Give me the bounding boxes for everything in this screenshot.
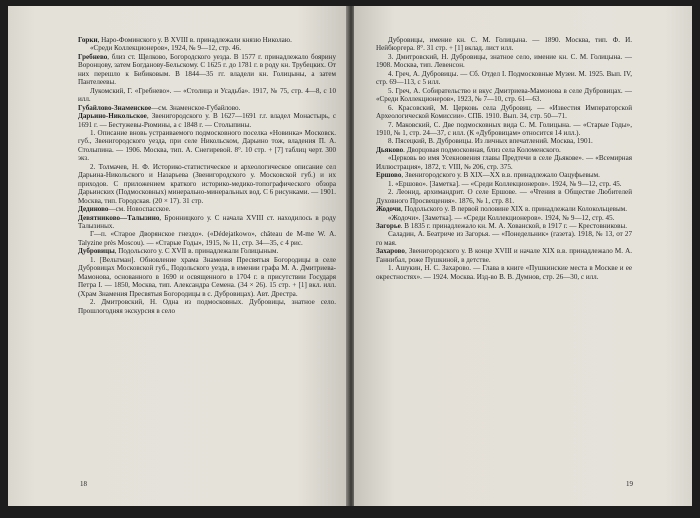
entry-text: . В 1835 г. принадлежало кн. М. А. Хованской, в 1917 г. — Крестовниковы. <box>400 221 627 230</box>
entry-heading: Дединово <box>78 205 109 214</box>
entry-heading: Загорье <box>376 221 401 230</box>
entry-paragraph <box>376 36 632 53</box>
entry-text: Лукомский, Г. «Гребнево». — «Столица и Усадьба». 1917, № 75, стр. 4—8, с 10 илл. <box>78 86 336 104</box>
entry-text: Саладин, А. Беатриче из Загорья. — «Понедельник» (газета). 1918, № 13, от 27 го мая. <box>376 230 632 247</box>
entry-paragraph <box>376 230 632 247</box>
entry-heading: Дубровицы <box>78 247 115 256</box>
entry-paragraph <box>78 214 336 231</box>
entry-paragraph <box>376 180 632 188</box>
entry-text: 8. Пясецкий, В. Дубровицы. Из личных впечатлений. Москва, 1901. <box>388 137 593 146</box>
entry-paragraph <box>376 188 632 205</box>
entry-text: , Звенигородского у. В XIX—XX в.в. принадлежало Оацуфьевым. <box>401 171 600 180</box>
entry-paragraph <box>78 205 336 213</box>
entry-text: 3. Дмитровский, Н. Дубровицы, знатное село, имение кн. С. М. Голицына. — 1908. Москва, тип. Левенсон. <box>376 52 632 70</box>
entry-paragraph <box>78 247 336 255</box>
entry-paragraph <box>376 222 632 230</box>
entry-paragraph <box>376 205 632 213</box>
entry-text: , Подольского у. В первой половине XIX в. принадлежали Колокольцевым. <box>400 205 627 214</box>
entry-paragraph <box>376 264 632 281</box>
entry-paragraph <box>78 112 336 129</box>
entry-text: 5. Греч, А. Собирательство и вкус Дмитриева-Мамонова в селе Дубровицах. — «Среди Коллекционеров», 1923, № 7—10, стр. 61—63. <box>376 86 632 104</box>
entry-paragraph <box>78 256 336 298</box>
book-spread <box>8 6 692 512</box>
entry-text: —см. Новоспасское. <box>108 205 171 214</box>
entry-paragraph <box>78 163 336 205</box>
entry-paragraph <box>78 104 336 112</box>
entry-paragraph <box>376 146 632 154</box>
entry-text: Г—п. «Старое Дворянское гнездо». («Dédejatkowo», château de M-me W. A. Talyzine près Moscou). — «Старые Годы», 1915, № 11, стр. 34—35, с 4 рис. <box>78 230 336 247</box>
entry-heading: Губайлово-Знаменское <box>78 103 152 112</box>
entry-paragraph <box>78 36 336 44</box>
entry-paragraph <box>78 298 336 315</box>
entry-heading: Захарово <box>376 247 405 256</box>
entry-text: , Бронницкого у. С начала XVIII ст. находилось в роду Талызиных. <box>78 213 336 230</box>
entry-heading: Девятниково—Талызино <box>78 213 160 222</box>
entry-heading: Дьяково <box>376 145 404 154</box>
entry-text: 1. «Ершово». [Заметка]. — «Среди Коллекционеров». 1924, № 9—12, стр. 45. <box>388 179 622 188</box>
entry-text: . Дворцовая подмосковная, близ села Коломенского. <box>403 145 561 154</box>
entry-text: 2. Леонид, архимандрит. О селе Ершове. — «Чтения в Обществе Любителей Духовного Просвещения». 1876, № 1, стр. 81. <box>376 188 632 205</box>
entry-paragraph <box>376 70 632 87</box>
left-page-number: 18 <box>80 480 87 488</box>
entry-text: , Звенигородского у. В конце XVIII и начале XIX в.в. принадлежало М. А. Ганнибал, роже Пушкиной, в детстве. <box>376 247 632 264</box>
entry-text: «Жодочи». [Заметка]. — «Среди Коллекционеров». 1924, № 9—12, стр. 45. <box>388 213 615 222</box>
entry-heading: Ершово <box>376 171 402 180</box>
entry-text: —см. Знаменское-Губайлово. <box>151 103 241 112</box>
entry-text: 2. Дмитровский, Н. Одна из подмосковных. Дубровицы, знатное село. Прошлогодняя экскурсия в село <box>78 298 336 315</box>
entry-paragraph <box>376 171 632 179</box>
entry-paragraph <box>376 121 632 138</box>
entry-text: 1. Описание вновь устраиваемого подмосковного поселка «Новинка» Московск. губ., Звенигородского уезда, при селе Никольском, Дарьино тож, владения П. А. Столыпина. — 1906. Москва, тип. А. Снегиревой. 8°. 10 стр. + [7] таблиц черт. 300 экз. <box>78 128 336 163</box>
entry-text: 6. Красовский, М. Церковь села Дубровиц. — «Известия Императорской Археологической Комиссии». СПБ. 1910. Вып. 34, стр. 50—71. <box>376 103 632 121</box>
entry-heading: Дарьино-Никольское <box>78 112 147 121</box>
entry-text: 1. Ашукин, Н. С. Захарово. — Глава в книге «Пушкинские места в Москве и ее окрестностях». — 1924. Москва. Изд-во В. В. Думнов, стр. 26—30, с илл. <box>376 264 632 281</box>
entry-paragraph <box>376 104 632 121</box>
entry-heading: Жодочи <box>376 205 401 214</box>
entry-text: Дубровицы, имение кн. С. М. Голицына. — 1890. Москва, тип. Ф. И. Нейбюргера. 8°. 31 стр. + [1] вклад. лист илл. <box>376 36 632 53</box>
entry-text: 2. Толмачев, Н. Ф. Историко-статистическое и археологическое описание сел Дарьина-Никольского и Назарьева (Звенигородского у. Московской губ.) и их приходов. С приложением краткого историко-медико-топографического обзора Дарьинских (Подмосковных) минерально-минеральных вод. С 6 рисунками. — 1901. Москва, тип. Городская. (20 × 17). 31 стр. <box>78 162 336 205</box>
right-page-text <box>376 36 632 281</box>
entry-text: «Среди Коллекционеров», 1924, № 9—12, стр. 46. <box>90 44 242 53</box>
left-page-text <box>78 36 336 315</box>
entry-paragraph <box>376 247 632 264</box>
entry-paragraph <box>78 230 336 247</box>
right-page-number: 19 <box>626 480 633 488</box>
entry-paragraph <box>376 87 632 104</box>
entry-text: , Наро-Фоминского у. В XVIII в. принадлежали князю Николаю. <box>97 36 292 44</box>
entry-paragraph <box>78 87 336 104</box>
right-page <box>354 6 692 506</box>
entry-text: , Звенигородского у. В 1627—1691 г.г. владел Монастырь, с 1691 г. — Бестужевы-Рюмины, а с 1848 г. — Столыпины. <box>78 112 336 129</box>
entry-paragraph <box>376 137 632 145</box>
entry-paragraph <box>376 53 632 70</box>
entry-heading: Гребнево <box>78 52 108 61</box>
entry-paragraph <box>78 44 336 52</box>
entry-text: «Церковь во имя Усекновения главы Предтечи в селе Дьякове». — «Всемирная Иллюстрация», 1872, т. VIII, № 206, стр. 375. <box>376 154 632 171</box>
entry-text: 1. [Вельтман]. Обновление храма Знамения Пресвятыя Богородицы в селе Дубровицах Московской губ., Подольского уезда, в имении графа М. А. Дмитриева-Мамонова, основанного в 1690 и освященного в 1704 г. в присутствии Государя Петра I. — 1850, Москва, тип. Александра Семена. (34 × 26). 15 стр. + [1] вкл. илл. (Храм Знамения Пресвятыя Богородицы в с. Дубровицах). Авт. Дрестра. <box>78 255 336 298</box>
entry-text: , Подольского у. С XVII в. принадлежали Голицыным. <box>114 247 279 256</box>
left-page <box>8 6 348 506</box>
entry-paragraph <box>78 129 336 163</box>
entry-text: 4. Греч, А. Дубровицы. — Сб. Отдел I. Подмосковные Музеи. М. 1925. Вып. IV, стр. 69—113, с 5 илл. <box>376 69 632 87</box>
entry-text: 7. Маковский, С. Две подмосковных вида С. М. Голицына. — «Старые Годы», 1910, № 1, стр. 24—37, с илл. (К «Дубровицам» относится 14 илл.). <box>376 120 632 137</box>
entry-text: , близ ст. Щелково, Богородского уезда. В 1577 г. принадлежало боярину Воронцову, затем Богданову-Бельскому. С 1625 г. до 1781 г. в роду кн. Трубецких. От них перешло к Бибиковым. В 1844—35 гг. владели кн. Голицыны, а затем Пантелеевы. <box>78 52 336 87</box>
entry-paragraph <box>376 214 632 222</box>
entry-paragraph <box>376 154 632 171</box>
entry-paragraph <box>78 53 336 87</box>
entry-heading: Горки <box>78 36 98 44</box>
